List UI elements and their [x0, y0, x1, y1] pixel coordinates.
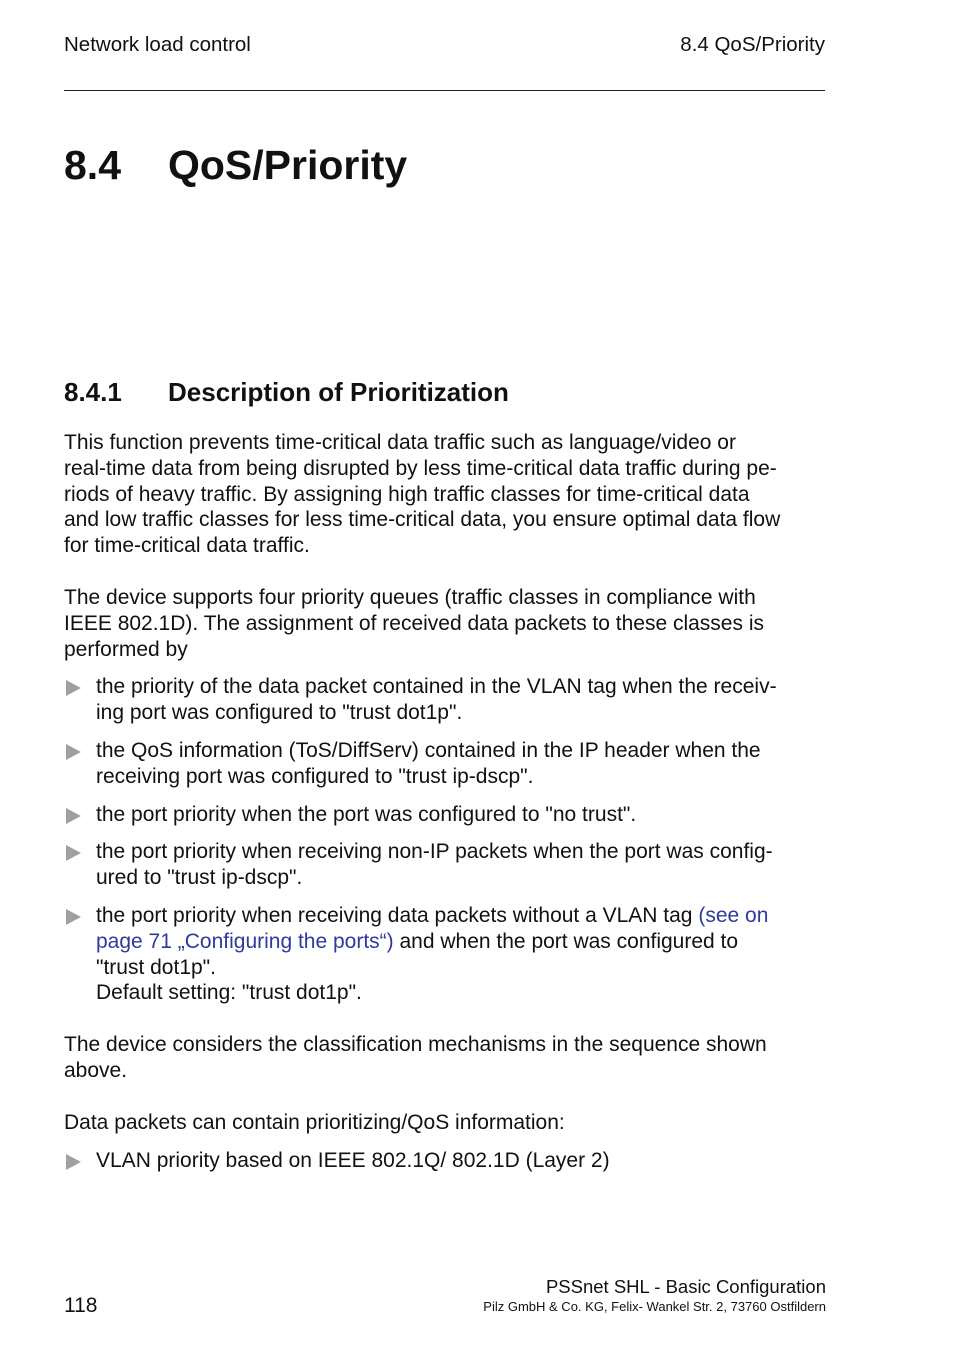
paragraph-spacer	[64, 1006, 826, 1032]
text-line: ured to "trust ip-dscp".	[96, 866, 303, 890]
text-line: for time-critical data traffic.	[64, 534, 310, 558]
text-line: VLAN priority based on IEEE 802.1Q/ 802.1D (Layer 2)	[96, 1148, 610, 1172]
footer-document-title: PSSnet SHL - Basic Configuration	[545, 1276, 826, 1297]
text-line: ing port was configured to "trust dot1p".	[96, 701, 463, 725]
page-title-number: 8.4	[64, 142, 121, 188]
paragraph-queues	[64, 585, 826, 662]
default-setting-note: Default setting: "trust dot1p".	[96, 981, 362, 1005]
triangle-right-icon	[66, 1154, 81, 1170]
footer	[483, 1276, 826, 1316]
header-divider	[64, 90, 825, 91]
list-item	[64, 738, 826, 790]
bullet-list	[64, 1148, 826, 1174]
paragraph-qos-info: Data packets can contain prioritizing/QoS information:	[64, 1110, 565, 1134]
text-line: "trust dot1p".	[96, 955, 216, 979]
page-title	[64, 140, 407, 190]
text-line: receiving port was configured to "trust ip-dscp".	[96, 764, 534, 788]
section-heading-text: Description of Prioritization	[168, 377, 509, 407]
text-line: the port priority when receiving data packets without a VLAN tag	[96, 903, 699, 927]
text-line: This function prevents time-critical data traffic such as language/video or	[64, 431, 736, 454]
link-text[interactable]: page 71 „Configuring the ports“)	[96, 929, 394, 953]
bullet-list	[64, 674, 826, 1006]
list-item	[64, 802, 826, 828]
text-line: riods of heavy traffic. By assigning high traffic classes for time-critical data	[64, 482, 750, 506]
triangle-right-icon	[66, 680, 81, 696]
page-number: 118	[64, 1294, 98, 1317]
page-title-text: QoS/Priority	[168, 142, 408, 188]
paragraph-spacer	[64, 559, 826, 585]
list-item	[64, 674, 826, 726]
list-item	[64, 903, 826, 1006]
text-line: and low traffic classes for less time-critical data, you ensure optimal data flow	[64, 508, 781, 532]
list-item	[64, 1148, 826, 1174]
text-line: performed by	[64, 637, 188, 661]
header-chapter-title: Network load control	[64, 33, 251, 56]
body-text	[64, 430, 826, 1173]
text-line: real-time data from being disrupted by less time-critical data traffic during pe-	[64, 456, 777, 480]
text-line: the QoS information (ToS/DiffServ) contained in the IP header when the	[96, 738, 761, 762]
triangle-right-icon	[66, 808, 81, 824]
document-page	[64, 0, 826, 1354]
text-line: The device considers the classification mechanisms in the sequence shown	[64, 1033, 767, 1057]
paragraph-sequence	[64, 1032, 826, 1084]
list-item	[64, 839, 826, 891]
text-line: the port priority when receiving non-IP packets when the port was config-	[96, 840, 773, 864]
triangle-right-icon	[66, 744, 81, 760]
text-line: above.	[64, 1058, 128, 1082]
triangle-right-icon	[66, 909, 81, 925]
text-line: the port priority when the port was configured to "no trust".	[96, 802, 637, 826]
header-section-title: 8.4 QoS/Priority	[680, 33, 825, 56]
text-line: The device supports four priority queues (traffic classes in compliance with	[64, 585, 756, 609]
paragraph-spacer	[64, 1084, 826, 1110]
section-heading-number: 8.4.1	[64, 377, 122, 407]
paragraph-intro	[64, 430, 826, 559]
link-text[interactable]: (see on	[698, 903, 769, 927]
footer-company-address: Pilz GmbH & Co. KG, Felix- Wankel Str. 2, 73760 Ostfildern	[483, 1299, 826, 1314]
text-line: the priority of the data packet contained in the VLAN tag when the receiv-	[96, 675, 777, 699]
text-line: IEEE 802.1D). The assignment of received data packets to these classes is	[64, 611, 764, 635]
section-heading	[64, 376, 509, 408]
text-line: and when the port was configured to	[393, 929, 739, 953]
triangle-right-icon	[66, 845, 81, 861]
